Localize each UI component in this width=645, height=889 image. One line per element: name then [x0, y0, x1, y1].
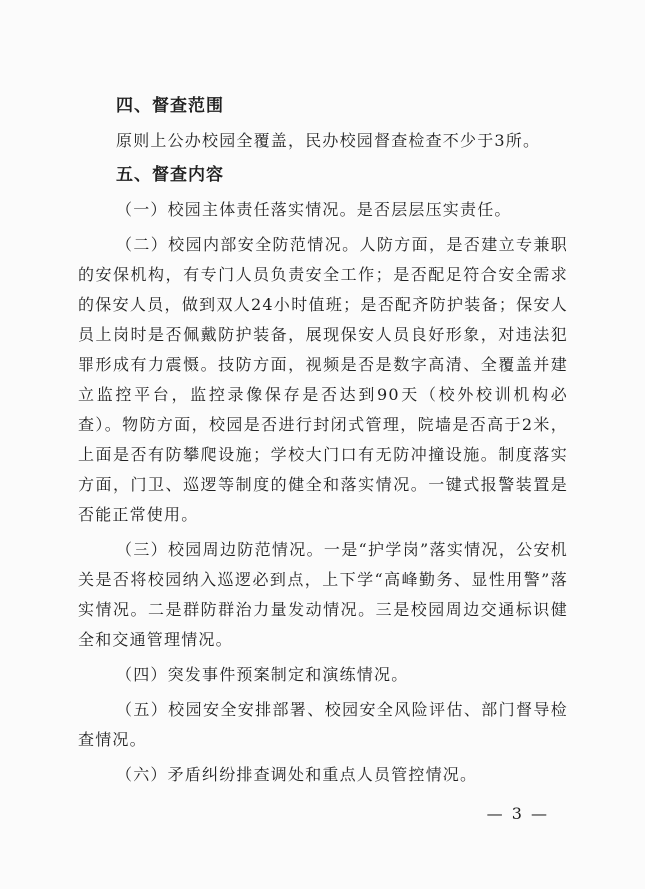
paragraph-scope: 原则上公办校园全覆盖，民办校园督查检查不少于3所。: [116, 131, 541, 150]
paragraph-item-4: （四）突发事件预案制定和演练情况。: [116, 665, 409, 684]
paragraph-item-5: （五）校园安全安排部署、校园安全风险评估、部门督导检查情况。: [78, 700, 568, 749]
section-heading-scope: 四、督查范围: [116, 96, 224, 116]
paragraph-item-2: （二）校园内部安全防范情况。人防方面，是否建立专兼职的安保机构，有专门人员负责安全工作；是否配足符合安全需求的保安人员，做到双人24小时值班；是否配齐防护装备；保安人员上岗时是否佩戴防护装备，展现保安人员良好形象，对违法犯罪形成有力震慑。技防方面，视频是否是数字高清、全覆盖并建立监控平台，监控录像保存是否达到90天（校外校训机构必查）。物防方面，校园是否进行封闭式管理，院墙是否高于2米，上面是否有防攀爬设施；学校大门口有无防冲撞设施。制度落实方面，门卫、巡逻等制度的健全和落实情况。一键式报警装置是否能正常使用。: [78, 235, 568, 524]
paragraph-item-3: （三）校园周边防范情况。一是“护学岗”落实情况，公安机关是否将校园纳入巡逻必到点，上下学“高峰勤务、显性用警”落实情况。二是群防群治力量发动情况。三是校园周边交通标识健全和交通管理情况。: [78, 540, 568, 649]
document-body: [78, 92, 568, 795]
section-heading-content: 五、督查内容: [116, 165, 224, 185]
paragraph-item-1: （一）校园主体责任落实情况。是否层层压实责任。: [116, 200, 512, 219]
paragraph-item-6: （六）矛盾纠纷排查调处和重点人员管控情况。: [116, 765, 478, 784]
page-number: — 3 —: [486, 804, 549, 823]
